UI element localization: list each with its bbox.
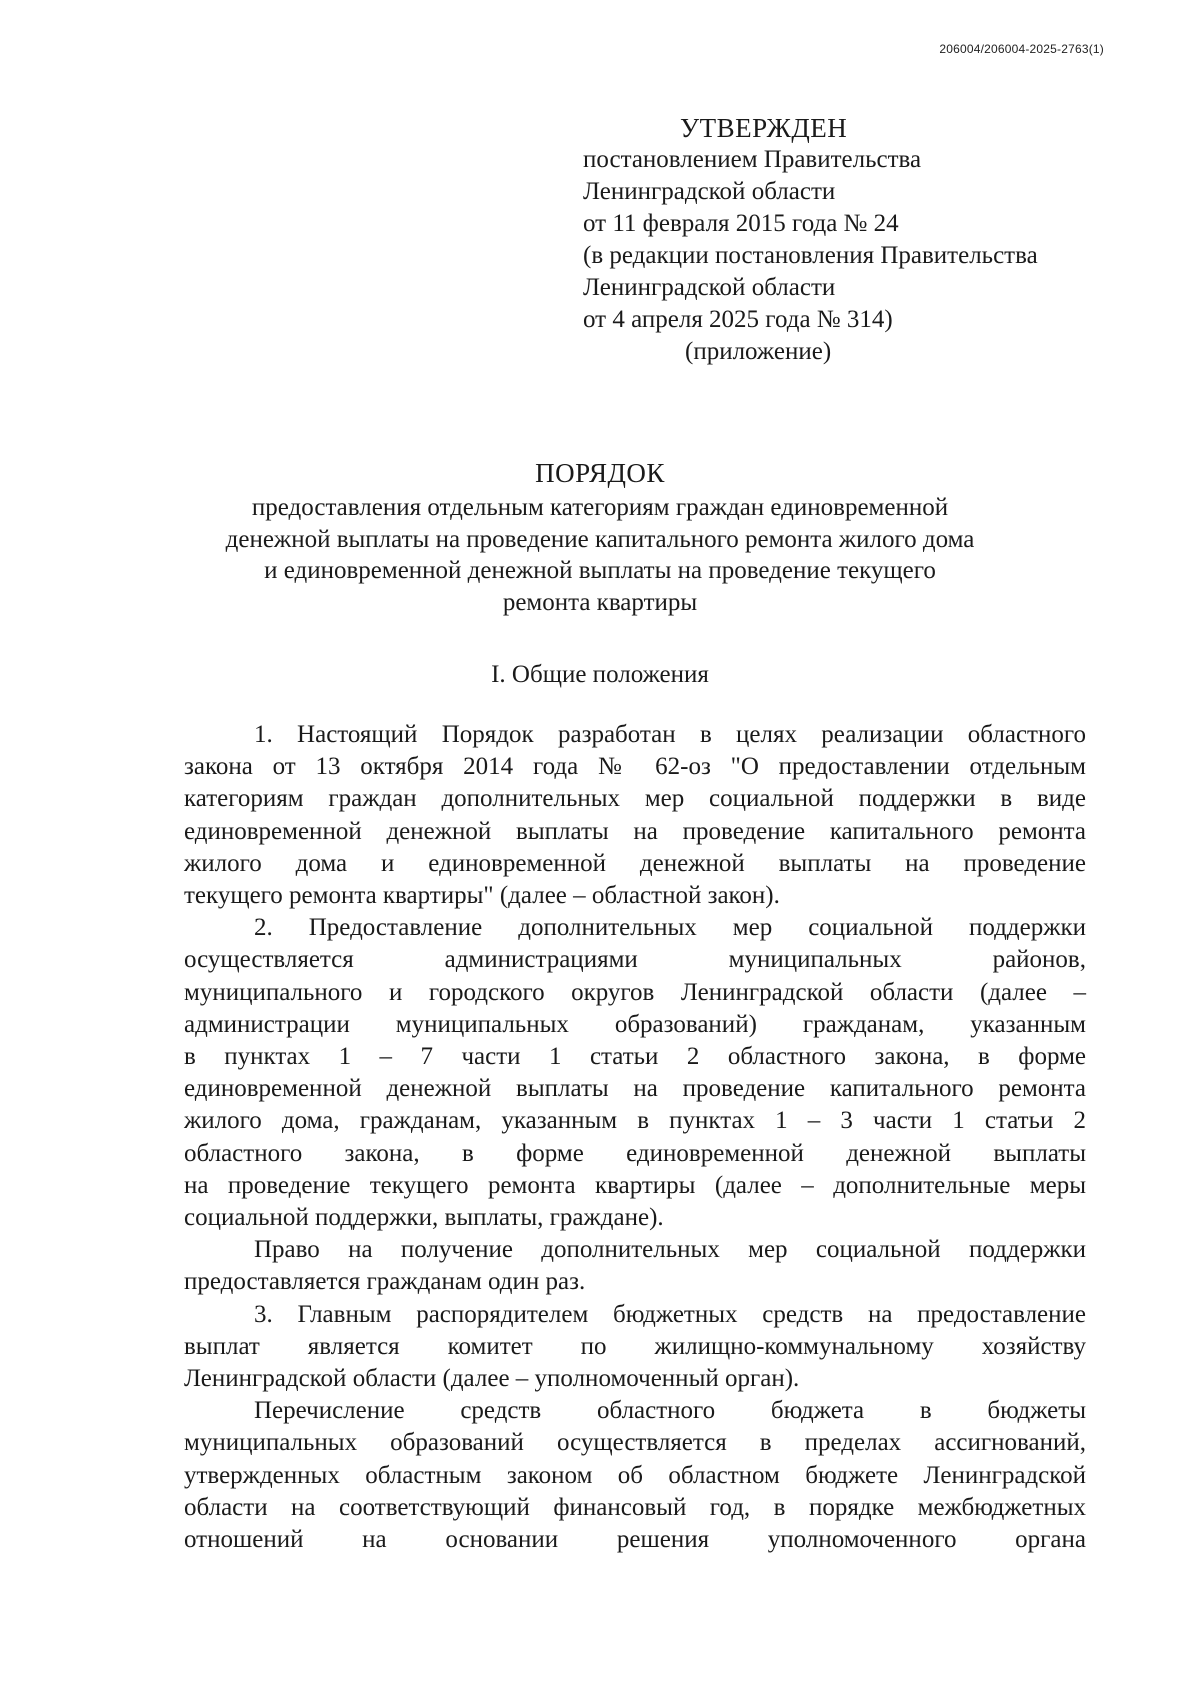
order-subtitle-line: и единовременной денежной выплаты на проведение текущего [264, 557, 936, 584]
body-line: жилого дома, гражданам, указанным в пунктах 1 – 3 части 1 статьи 2 [184, 1107, 1086, 1135]
approval-line: (в редакции постановления Правительства [583, 242, 1038, 269]
order-subtitle-line: ремонта квартиры [502, 588, 698, 616]
order-subtitle [180, 492, 1020, 618]
body-line: 1. Настоящий Порядок разработан в целях реализации областного [254, 721, 1086, 748]
body-line: в пунктах 1 – 7 части 1 статьи 2 областного закона, в форме [184, 1043, 1086, 1071]
order-subtitle-line: денежной выплаты на проведение капитального ремонта жилого дома [225, 525, 975, 553]
body-line: осуществляется администрациями муниципальных районов, [184, 946, 1086, 974]
approval-title: УТВЕРЖДЕН [680, 113, 848, 143]
document-registration-number: 206004/206004-2025-2763(1) [939, 42, 1104, 56]
body-line: текущего ремонта квартиры" (далее – областной закон). [184, 882, 780, 910]
body-line: администрации муниципальных образований) гражданам, указанным [184, 1010, 1086, 1038]
body-line: утвержденных областным законом об областном бюджете Ленинградской [184, 1461, 1086, 1489]
body-line: Перечисление средств областного бюджета в бюджеты [254, 1397, 1086, 1425]
approval-line: Ленинградской области [583, 274, 836, 301]
body-line: жилого дома и единовременной денежной выплаты на проведение [184, 849, 1086, 877]
body-line: отношений на основании решения уполномоченного органа [184, 1526, 1086, 1554]
body-line: предоставляется гражданам один раз. [184, 1268, 586, 1296]
body-line: закона от 13 октября 2014 года № 62-оз "О предоставлении отдельным [184, 753, 1086, 781]
approval-line: от 11 февраля 2015 года № 24 [583, 210, 899, 237]
body-line: на проведение текущего ремонта квартиры (далее – дополнительные меры [184, 1171, 1086, 1199]
body-line: 2. Предоставление дополнительных мер социальной поддержки [254, 914, 1086, 942]
body-line: выплат является комитет по жилищно-коммунальному хозяйству [184, 1332, 1086, 1360]
order-title: ПОРЯДОК [535, 458, 665, 488]
body-line: области на соответствующий финансовый год, в порядке межбюджетных [184, 1493, 1086, 1521]
body-line: социальной поддержки, выплаты, граждане). [184, 1204, 664, 1232]
body-line: категориям граждан дополнительных мер социальной поддержки в виде [184, 785, 1086, 813]
order-subtitle-line: предоставления отдельным категориям граждан единовременной [251, 494, 949, 521]
document-body [184, 719, 1086, 1556]
section-heading: I. Общие положения [491, 661, 709, 688]
body-line: единовременной денежной выплаты на проведение капитального ремонта [184, 1075, 1086, 1103]
approval-stamp-block [583, 112, 1103, 368]
body-line: 3. Главным распорядителем бюджетных средств на предоставление [254, 1300, 1086, 1328]
body-line: муниципальных образований осуществляется в пределах ассигнований, [184, 1429, 1086, 1457]
approval-line: от 4 апреля 2025 года № 314) [583, 306, 893, 333]
approval-line: постановлением Правительства [583, 146, 922, 173]
body-line: единовременной денежной выплаты на проведение капитального ремонта [184, 817, 1086, 845]
body-line: Ленинградской области (далее – уполномоченный орган). [184, 1365, 800, 1393]
approval-line: Ленинградской области [583, 178, 836, 205]
body-line: муниципального и городского округов Ленинградской области (далее – [184, 978, 1086, 1006]
body-line: Право на получение дополнительных мер социальной поддержки [254, 1236, 1086, 1264]
body-line: областного закона, в форме единовременной денежной выплаты [184, 1139, 1086, 1167]
approval-appendix-note: (приложение) [685, 338, 832, 365]
